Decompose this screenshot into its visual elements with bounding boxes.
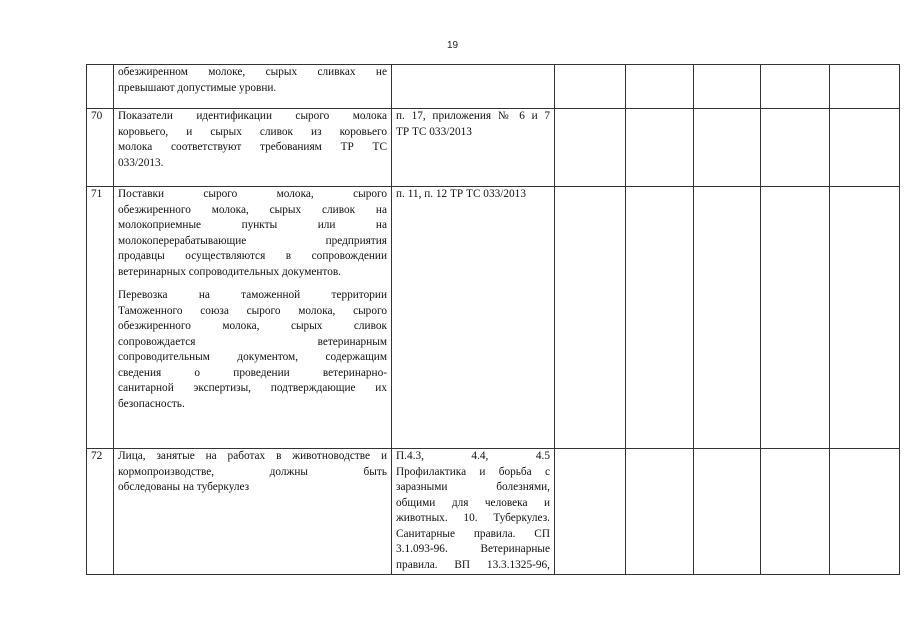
- requirements-table: [86, 64, 900, 575]
- text-line: Лица, занятые на работах в животноводстве и: [118, 450, 387, 462]
- text-line: Таможенного союза сырого молока, сырого: [118, 304, 387, 317]
- text-line: сопроводительным документом, содержащим: [118, 351, 387, 363]
- table-row: [87, 65, 900, 109]
- text-line: П.4.3, 4.4, 4.5: [396, 450, 550, 462]
- empty-cell: [694, 449, 761, 575]
- text-line: обезжиренного молока, сырых сливок: [118, 320, 387, 332]
- empty-cell: [761, 65, 830, 109]
- text-line: животных. 10. Туберкулез.: [396, 512, 550, 524]
- empty-cell: [830, 65, 900, 109]
- text-line: общими для человека и: [396, 496, 550, 509]
- row-number: 72: [87, 449, 114, 575]
- text-line: сведения о проведении ветеринарно-: [118, 366, 387, 379]
- empty-cell: [555, 65, 626, 109]
- reference-text: [392, 187, 555, 449]
- text-line: коровьего, и сырых сливок из коровьего: [118, 125, 387, 138]
- text-line: кормопроизводстве, должны быть: [118, 465, 387, 478]
- empty-cell: [761, 449, 830, 575]
- empty-cell: [830, 109, 900, 187]
- reference-text: [392, 109, 555, 187]
- row-number: 71: [87, 187, 114, 449]
- empty-cell: [626, 449, 694, 575]
- text-line: молокоприемные пункты или на: [118, 219, 387, 231]
- requirement-text: [114, 187, 392, 449]
- empty-cell: [761, 109, 830, 187]
- empty-cell: [626, 65, 694, 109]
- text-line: молока соответствуют требованиям ТР ТС: [118, 141, 387, 153]
- text-line: п. 11, п. 12 ТР ТС 033/2013: [396, 188, 526, 200]
- text-line: ветеринарных сопроводительных документов.: [118, 265, 341, 278]
- text-line: Показатели идентификации сырого молока: [118, 110, 387, 122]
- text-line: обезжиренного молока, сырых сливок на: [118, 203, 387, 216]
- text-line: 033/2013.: [118, 156, 164, 169]
- text-line: Перевозка на таможенной территории: [118, 289, 387, 301]
- empty-cell: [694, 109, 761, 187]
- text-line: заразными болезнями,: [396, 481, 550, 493]
- text-line: Поставки сырого молока, сырого: [118, 188, 387, 200]
- requirement-text: [114, 449, 392, 575]
- requirement-text: [114, 65, 392, 109]
- empty-cell: [555, 449, 626, 575]
- text-line: ТР ТС 033/2013: [396, 125, 472, 138]
- table-row: [87, 449, 900, 575]
- text-line: санитарной экспертизы, подтверждающие их: [118, 382, 387, 394]
- text-line: Профилактика и борьба с: [396, 465, 550, 478]
- empty-cell: [626, 109, 694, 187]
- empty-cell: [761, 187, 830, 449]
- row-number: 70: [87, 109, 114, 187]
- text-line: превышают допустимые уровни.: [118, 81, 277, 94]
- page-number: 19: [446, 40, 459, 51]
- text-line: 3.1.093-96. Ветеринарные: [396, 543, 550, 555]
- table-row: [87, 109, 900, 187]
- empty-cell: [626, 187, 694, 449]
- text-line: молокоперерабатывающие предприятия: [118, 234, 387, 247]
- row-number: [87, 65, 114, 109]
- paragraph-gap: [118, 280, 387, 288]
- text-line: обезжиренном молоке, сырых сливках не: [118, 66, 387, 78]
- empty-cell: [555, 187, 626, 449]
- text-line: безопасность.: [118, 397, 185, 410]
- reference-text: [392, 65, 555, 109]
- text-line: п. 17, приложения № 6 и 7: [396, 110, 550, 122]
- text-line: сопровождается ветеринарным: [118, 335, 387, 348]
- empty-cell: [830, 187, 900, 449]
- reference-text: [392, 449, 555, 575]
- table-row: [87, 187, 900, 449]
- empty-cell: [694, 187, 761, 449]
- text-line: обследованы на туберкулез: [118, 481, 250, 493]
- text-line: продавцы осуществляются в сопровождении: [118, 250, 387, 262]
- empty-cell: [555, 109, 626, 187]
- empty-cell: [694, 65, 761, 109]
- requirement-text: [114, 109, 392, 187]
- text-line: Санитарные правила. СП: [396, 527, 550, 540]
- empty-cell: [830, 449, 900, 575]
- text-line: правила. ВП 13.3.1325-96,: [396, 558, 550, 571]
